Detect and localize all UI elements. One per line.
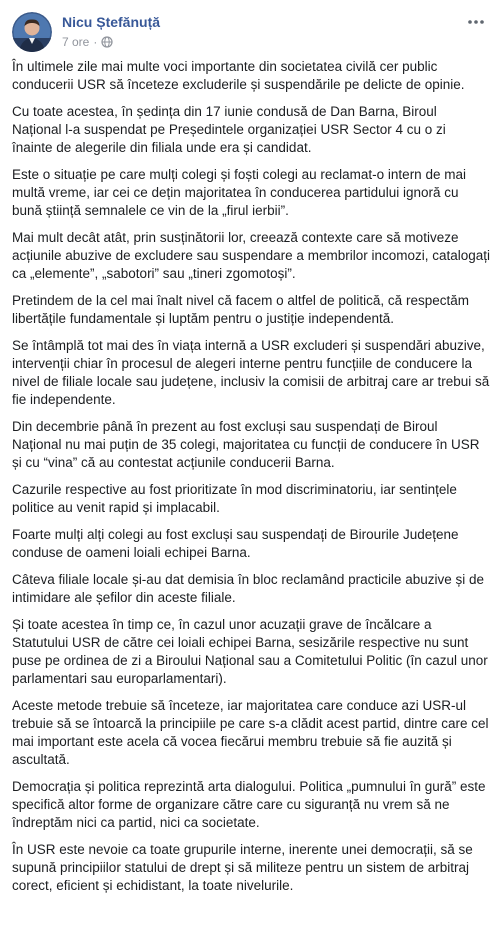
profile-photo-icon [12,12,52,52]
post-paragraph: În USR este nevoie ca toate grupurile interne, inerente unei democrații, să se supună principiilor statului de drept și să militeze pentru un sistem de arbitraj corect, eficient și echidistant, la toate nivelurile. [12,842,473,893]
post-paragraph: Cazurile respective au fost prioritizate în mod discriminatoriu, iar sentințele politice au venit rapid și implacabil. [12,482,457,515]
post-paragraph: Câteva filiale locale și-au dat demisia în bloc reclamând practicile abuzive și de intimidare ale șefilor din aceste filiale. [12,572,484,605]
author-avatar[interactable] [12,12,52,52]
meta-separator: · [93,35,98,49]
post-paragraph: Se întâmplă tot mai des în viața internă a USR excluderi și suspendări abuzive, intervenții chiar în procesul de alegeri interne pentru funcțiile de conducere la nivel de filiale locale sau județene, inclusiv la comisii de arbitraj care ar trebui să fie independente. [12,338,490,407]
post-paragraph: Foarte mulți alți colegi au fost excluși sau suspendați de Birourile Județene conduse de oameni loiali echipei Barna. [12,527,459,560]
post-paragraph: Cu toate acestea, în ședința din 17 iunie condusă de Dan Barna, Biroul Național l-a suspendat pe Președintele organizației USR Sector 4 cu o zi înainte de alegerile din filiala unde era și candidat. [12,104,446,155]
ellipsis-icon [467,19,485,25]
post-paragraph: Din decembrie până în prezent au fost excluși sau suspendați de Biroul Național nu mai puțin de 35 colegi, majoritatea cu funcții de conducere în USR și cu “vina” că au contestat acțiunile conducerii Barna. [12,419,480,470]
author-name[interactable]: Nicu Ștefănuță [62,14,161,30]
post-text [12,58,490,904]
post-timestamp[interactable]: 7 ore [62,35,90,49]
post-paragraph: Democrația și politica reprezintă arta dialogului. Politica „pumnului în gură” este specifică altor forme de organizare către care cu siguranță nu vrem să ne îndreptăm nici ca partid, nici ca societate. [12,779,486,830]
post-meta [62,34,113,50]
post-paragraph: Pretindem de la cel mai înalt nivel că facem o altfel de politică, că respectăm libertățile fundamentale și luptăm pentru o justiție independentă. [12,293,469,326]
post-paragraph: Și toate acestea în timp ce, în cazul unor acuzații grave de încălcare a Statutului USR de către cei loiali echipei Barna, sesizările respective nu sunt puse pe ordinea de zi a Biroului Național sau a Comitetului Politic (în cazul unor parlamentari sau europarlamentari). [12,617,488,686]
post-paragraph: Este o situație pe care mulți colegi și foști colegi au reclamat-o intern de mai multă vreme, iar cei ce dețin majoritatea în conducerea partidului ignoră cu bună știință semnalele ce vin de la „firul ierbii”. [12,167,466,218]
more-options-button[interactable] [465,14,487,30]
post-paragraph: Mai mult decât atât, prin susținătorii lor, creează contexte care să motiveze acțiunile abuzive de excludere sau suspendare a membrilor incomozi, catalogați ca „elemente”, „sabotori” sau „tineri zgomotoși”. [12,230,491,281]
post-paragraph: Aceste metode trebuie să înceteze, iar majoritatea care conduce azi USR-ul trebuie să se întoarcă la principiile pe care s-a clădit acest partid, dintre care cel mai important este acela că vocea fiecărui membru trebuie să fie auzită și ascultată. [12,698,489,767]
post-paragraph: În ultimele zile mai multe voci importante din societatea civilă cer public conducerii USR să înceteze excluderile și suspendările pe delicte de opinie. [12,59,465,92]
globe-icon[interactable] [101,36,113,48]
post-header [12,10,489,52]
